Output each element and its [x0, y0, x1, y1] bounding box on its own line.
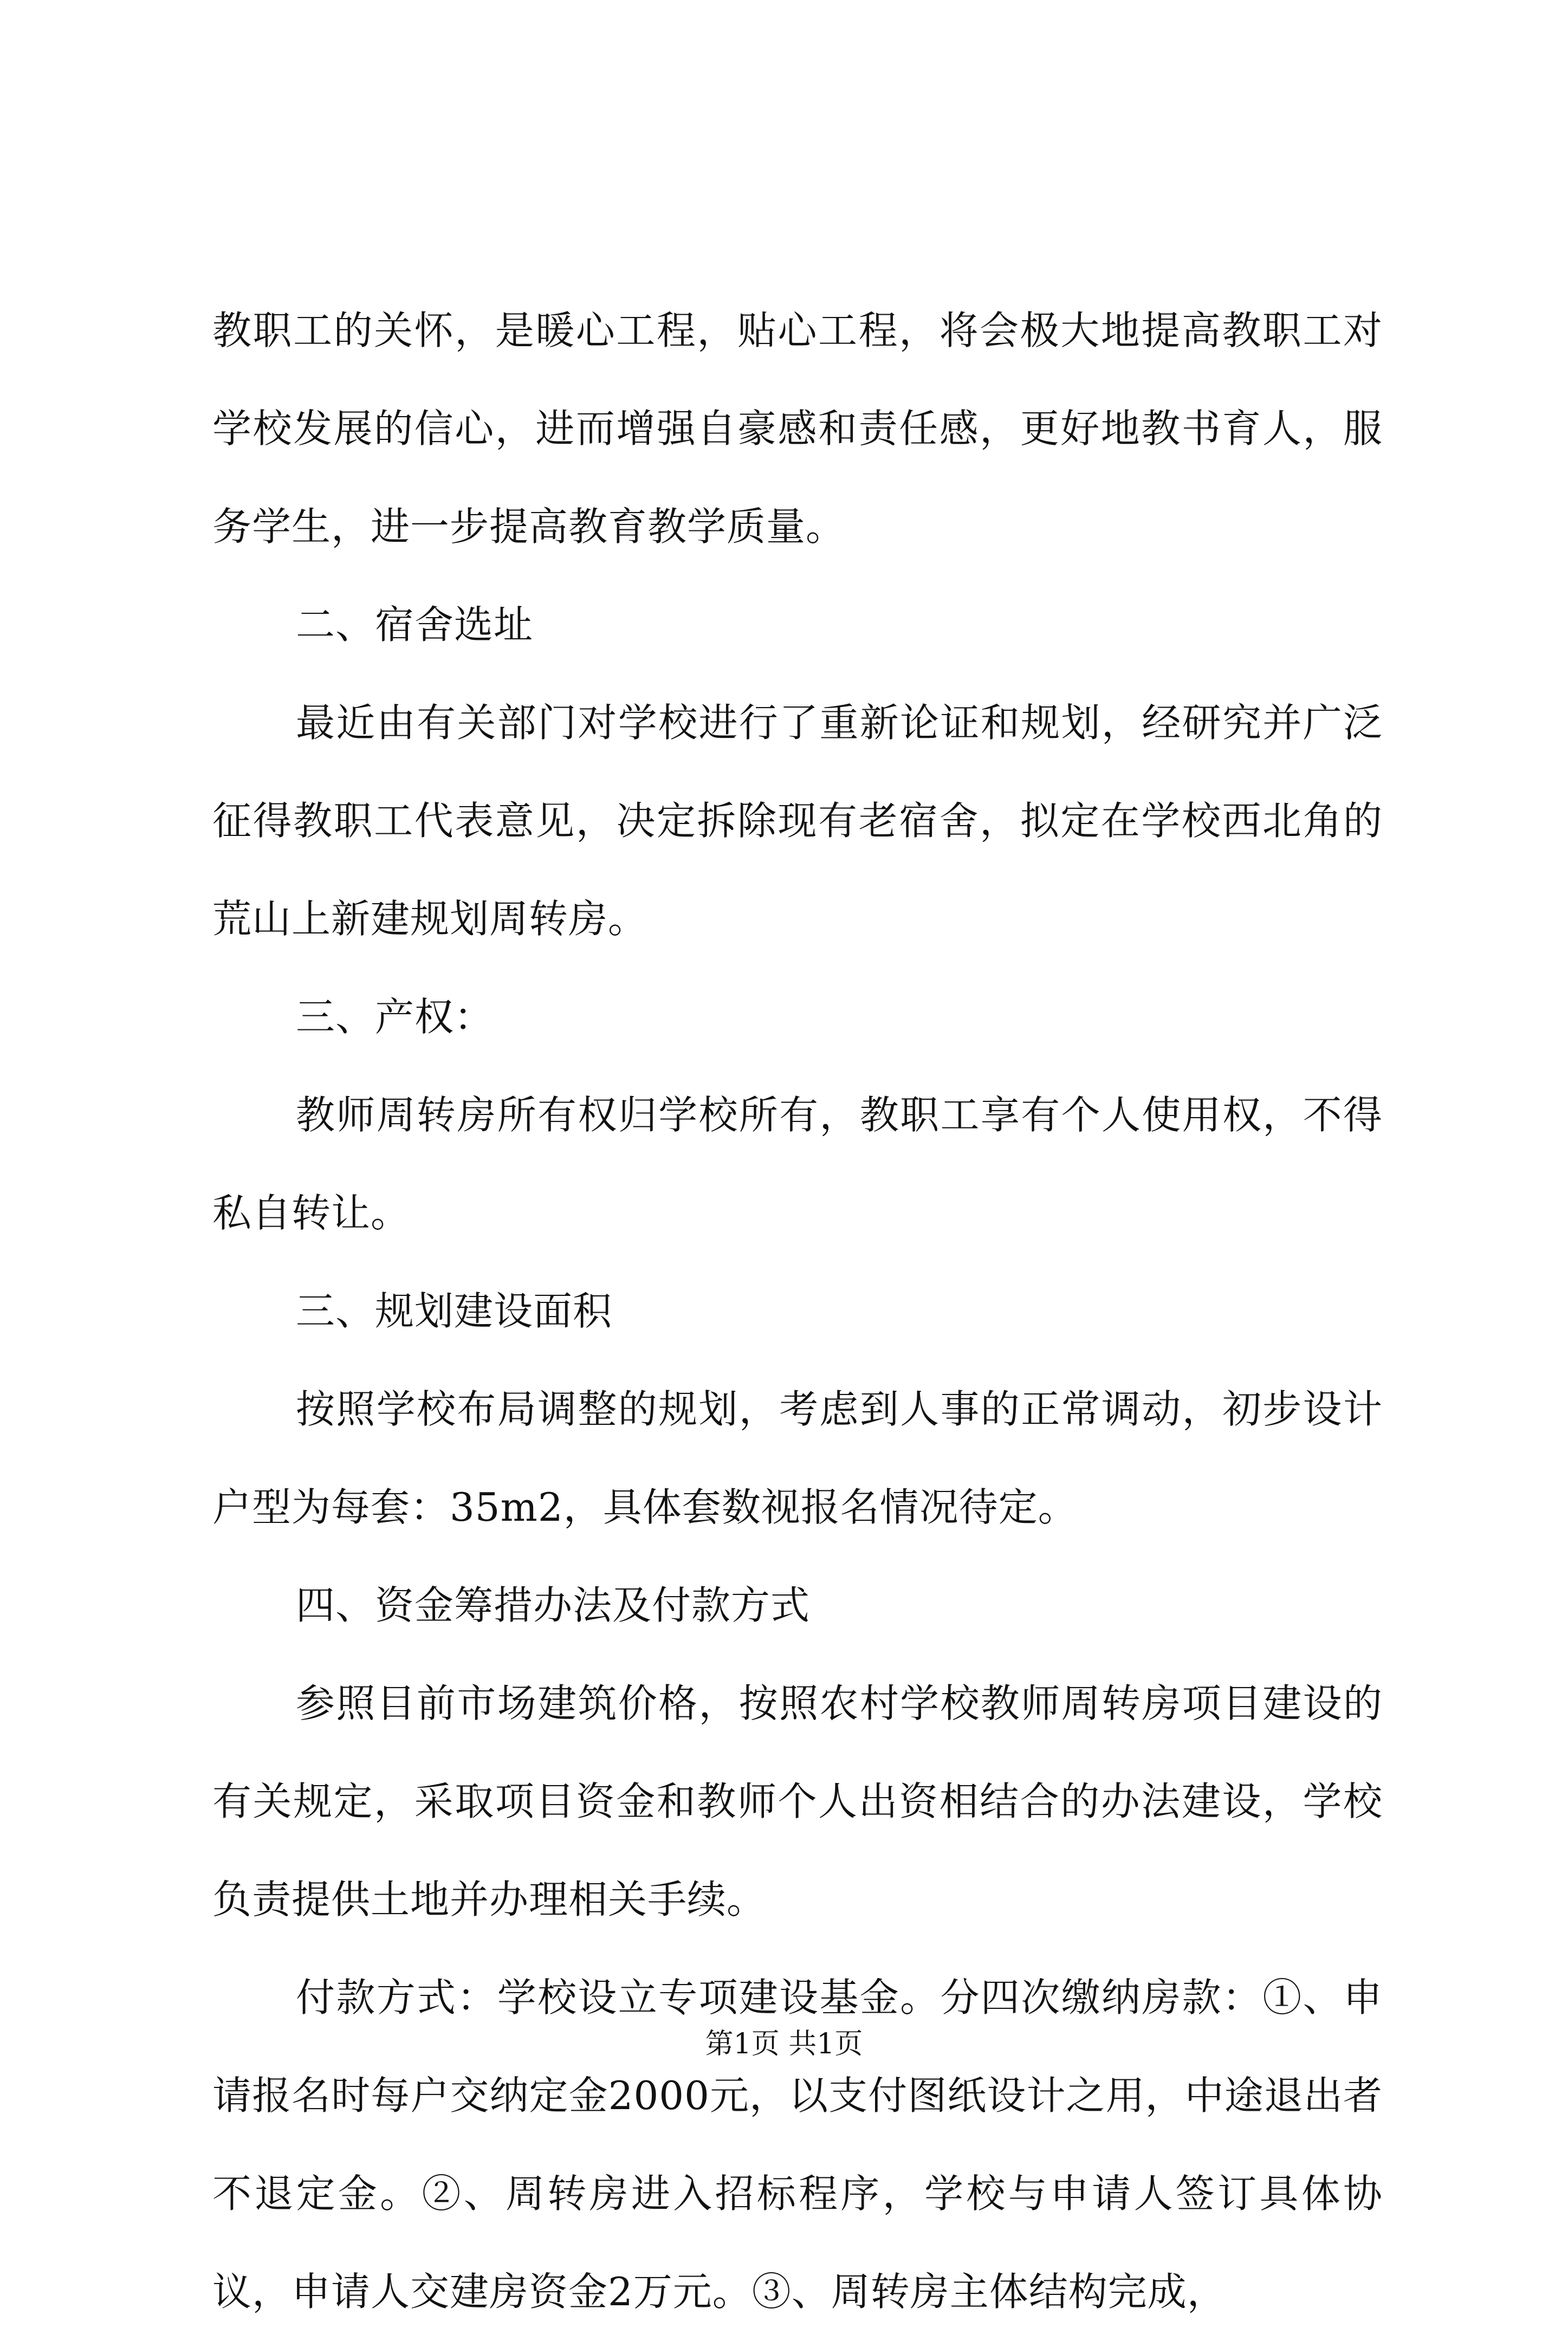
section-heading-property-rights: 三、产权： [296, 994, 494, 1040]
page-footer: 第1页 共1页 [705, 2028, 863, 2060]
paragraph-payment-method: 付款方式：学校设立专项建设基金。分四次缴纳房款：①、申请报名时每户交纳定金2000元，以支付图纸设计之用，中途退出者不退定金。②、周转房进入招标程序，学校与申请人签订具体协议，申请人交建房资金2万元。③、周转房主体结构完成， [212, 1975, 1383, 2314]
section-heading-funding: 四、资金筹措办法及付款方式 [296, 1583, 811, 1628]
section-heading-dormitory-site: 二、宿舍选址 [296, 602, 534, 647]
paragraph-funding: 参照目前市场建筑价格，按照农村学校教师周转房项目建设的有关规定，采取项目资金和教师个人出资相结合的办法建设，学校负责提供土地并办理相关手续。 [212, 1681, 1383, 1922]
paragraph-construction-area: 按照学校布局调整的规划，考虑到人事的正常调动，初步设计户型为每套：35m2，具体套数视报名情况待定。 [212, 1386, 1383, 1530]
paragraph-dormitory-site: 最近由有关部门对学校进行了重新论证和规划，经研究并广泛征得教职工代表意见，决定拆除现有老宿舍，拟定在学校西北角的荒山上新建规划周转房。 [212, 700, 1383, 942]
paragraph-property-rights: 教师周转房所有权归学校所有，教职工享有个人使用权，不得私自转让。 [212, 1092, 1383, 1236]
section-heading-construction-area: 三、规划建设面积 [296, 1288, 613, 1334]
paragraph-continuation: 教职工的关怀，是暖心工程，贴心工程，将会极大地提高教职工对学校发展的信心，进而增强自豪感和责任感，更好地教书育人，服务学生，进一步提高教育教学质量。 [212, 308, 1383, 549]
